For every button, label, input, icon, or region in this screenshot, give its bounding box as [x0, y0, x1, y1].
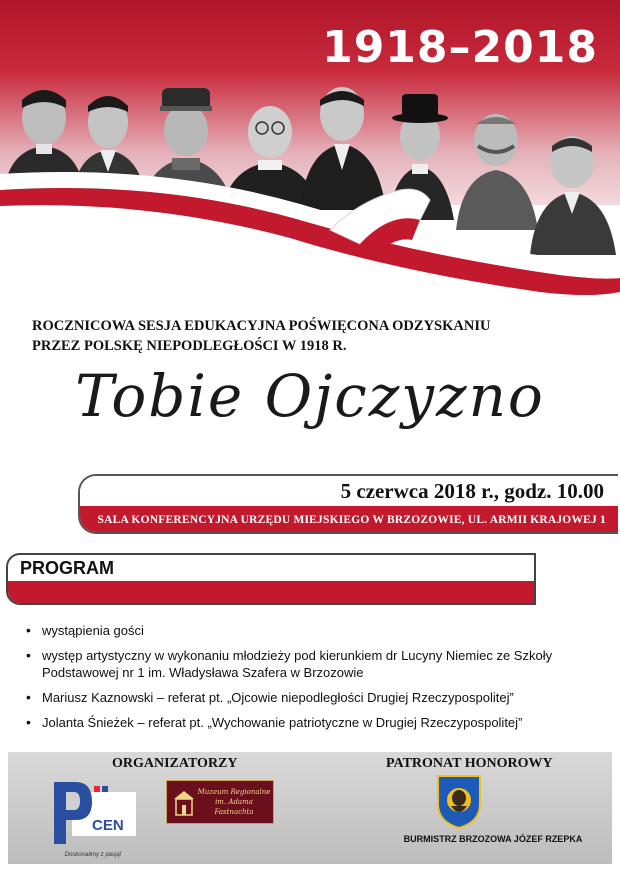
- session-title-line-2: PRZEZ POLSKĘ NIEPODLEGŁOŚCI W 1918 R.: [32, 338, 347, 354]
- museum-name-line-2: im. Adama Fastnachta: [214, 798, 254, 816]
- patron-name: BURMISTRZ BRZOZOWA JÓZEF RZEPKA: [403, 834, 583, 844]
- program-item: • Mariusz Kaznowski – referat pt. „Ojcowie niepodległości Drugiej Rzeczypospolitej”: [26, 689, 606, 706]
- program-red-bar: [8, 581, 534, 605]
- program-item: • występ artystyczny w wykonaniu młodzieży pod kierunkiem dr Lucyny Niemiec ze Szkoły Podstawowej nr 1 im. Władysława Szafera w Brzozowie: [26, 647, 606, 681]
- program-heading: PROGRAM: [20, 558, 114, 578]
- footer-sponsors: [8, 752, 612, 864]
- pcen-tagline: Doskonalimy z pasją!: [64, 852, 122, 858]
- years-title: 1918–2018: [322, 22, 598, 73]
- pcen-logo-text: CEN: [92, 817, 124, 834]
- museum-building-icon: [173, 789, 195, 817]
- program-item: • wystąpienia gości: [26, 622, 606, 639]
- program-list: [26, 622, 606, 739]
- program-header-box: [6, 553, 536, 605]
- session-title-line-1: ROCZNICOWA SESJA EDUKACYJNA POŚWIĘCONA ODZYSKANIU: [32, 318, 491, 334]
- event-date: 5 czerwca 2018 r., godz. 10.00: [80, 476, 618, 506]
- flag-ribbon: [0, 160, 620, 310]
- event-venue: SALA KONFERENCYJNA URZĘDU MIEJSKIEGO W BRZOZOWIE, UL. ARMII KRAJOWEJ 1: [80, 506, 618, 534]
- program-item: • Jolanta Śnieżek – referat pt. „Wychowanie patriotyczne w Drugiej Rzeczypospolitej”: [26, 714, 606, 731]
- organizers-heading: ORGANIZATORZY: [112, 756, 238, 771]
- patronage-heading: PATRONAT HONOROWY: [386, 756, 553, 771]
- pcen-logo: [48, 774, 138, 854]
- event-info-box: [78, 474, 618, 534]
- museum-logo: [166, 780, 274, 824]
- motto-title: Tobie Ojczyzno: [75, 362, 545, 430]
- brzozow-crest-icon: [436, 774, 482, 830]
- session-title: [32, 316, 592, 356]
- museum-name: [197, 787, 271, 817]
- museum-name-line-1: Muzeum Regionalne: [197, 788, 271, 796]
